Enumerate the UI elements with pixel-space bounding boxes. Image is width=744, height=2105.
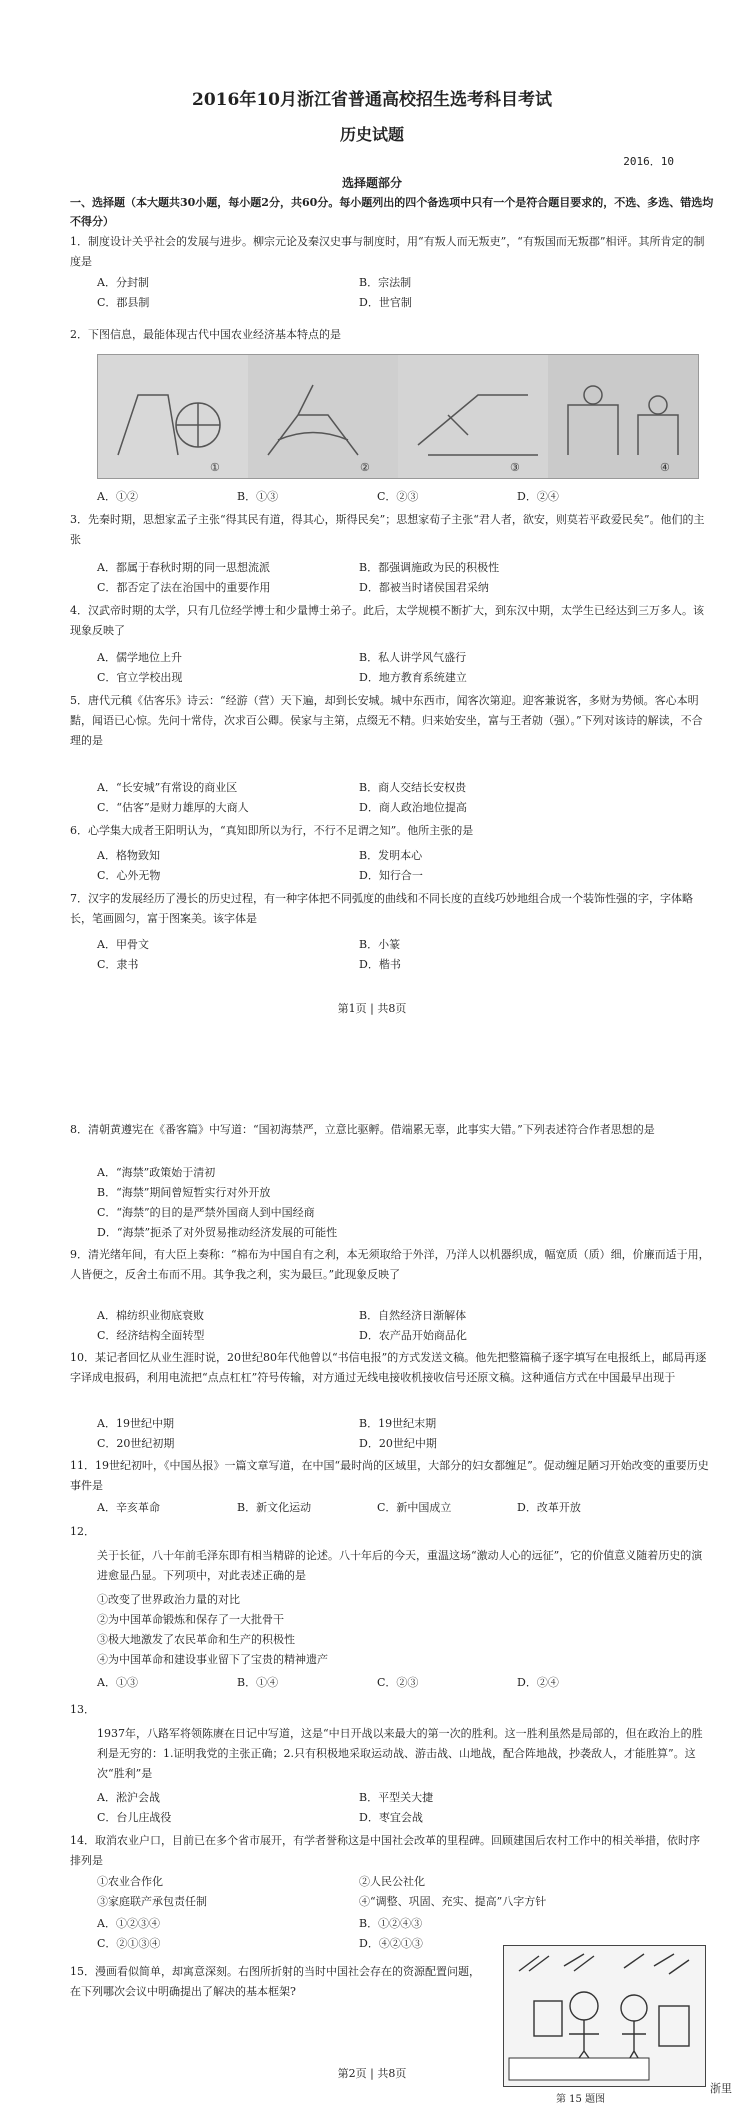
question-14-items — [97, 1872, 707, 1912]
question-10-options — [97, 1414, 707, 1454]
question-5-options — [97, 778, 707, 818]
question-4-options — [97, 648, 707, 688]
option-a: A．格物致知 — [97, 849, 160, 862]
figure-label-1: ① — [210, 461, 220, 474]
option-a: A．①③ — [97, 1676, 138, 1689]
option-b: B．宗法制 — [359, 276, 412, 289]
figure-label-4: ④ — [660, 461, 670, 474]
option-c: C．心外无物 — [97, 869, 161, 882]
section-heading: 选择题部分 — [341, 176, 402, 190]
option-c: C．郡县制 — [97, 296, 150, 309]
option-d: D．世官制 — [359, 296, 412, 309]
question-7-options — [97, 935, 707, 975]
option-b: B．都强调施政为民的积极性 — [359, 561, 500, 574]
cartoon-caption: 第 15 题图 — [556, 2094, 606, 2105]
option-d: D．枣宜会战 — [359, 1811, 423, 1824]
option-a: A．儒学地位上升 — [97, 651, 182, 664]
item-4: ④为中国革命和建设事业留下了宝贵的精神遗产 — [97, 1653, 328, 1666]
option-a: A．分封制 — [97, 276, 149, 289]
option-a: A．辛亥革命 — [97, 1501, 160, 1514]
option-d: D．楷书 — [359, 958, 401, 971]
option-c: C．“估客”是财力雄厚的大商人 — [97, 801, 249, 814]
option-a: A．都属于春秋时期的同一思想流派 — [97, 561, 270, 574]
question-1-options — [97, 273, 707, 313]
option-b: B．商人交结长安权贵 — [359, 781, 467, 794]
question-8-options — [97, 1163, 707, 1243]
question-12-options — [97, 1673, 707, 1693]
option-b: B．新文化运动 — [237, 1501, 312, 1514]
item-1: ①农业合作化 — [97, 1875, 163, 1888]
question-1-stem: 1．制度设计关乎社会的发展与进步。柳宗元论及秦汉史事与制度时，用“有叛人而无叛吏”，“有叛国而无叛郡”相评。其所肯定的制度是 — [70, 235, 705, 268]
option-d: D．农产品开始商品化 — [359, 1329, 467, 1342]
option-a: A．淞沪会战 — [97, 1791, 160, 1804]
exam-subtitle: 历史试题 — [339, 125, 404, 144]
question-11-stem: 11．19世纪初叶，《中国丛报》一篇文章写道，在中国“最时尚的区域里，大部分的妇女都缠足”。促动缠足陋习开始改变的重要历史事件是 — [70, 1459, 709, 1492]
figure-label-2: ② — [360, 461, 370, 474]
item-4: ④“调整、巩固、充实、提高”八字方针 — [359, 1895, 547, 1908]
option-c: C．官立学校出现 — [97, 671, 183, 684]
option-b: B．①③ — [237, 490, 279, 503]
option-d: D．④②①③ — [359, 1937, 423, 1950]
option-a: A．19世纪中期 — [97, 1417, 174, 1430]
figure-label-3: ③ — [510, 461, 520, 474]
item-3: ③极大地激发了农民革命和生产的积极性 — [97, 1633, 295, 1646]
watermark-corner: 浙里 — [710, 2082, 732, 2095]
question-3-options — [97, 558, 707, 598]
option-d: D．都被当时诸侯国君采纳 — [359, 581, 489, 594]
item-2: ②为中国革命锻炼和保存了一大批骨干 — [97, 1613, 284, 1626]
question-3-stem: 3．先秦时期，思想家孟子主张“得其民有道，得其心，斯得民矣”；思想家荀子主张“君人者，欲安，则莫若平政爱民矣”。他们的主张 — [70, 513, 705, 546]
question-10-stem: 10．某记者回忆从业生涯时说，20世纪80年代他曾以“书信电报”的方式发送文稿。他先把整篇稿子逐字填写在电报纸上，邮局再逐字译成电报码，利用电流把“点点杠杠”符号传输，对方通过无线电接收机接收信号还原文稿。这种通信方式在中国最早出现于 — [70, 1351, 707, 1384]
question-15-stem: 15．漫画看似简单，却寓意深刻。右图所折射的当时中国社会存在的资源配置问题，在下列哪次会议中明确提出了解决的基本框架? — [70, 1965, 480, 1998]
option-b: B．19世纪末期 — [359, 1417, 437, 1430]
question-12-number: 12． — [70, 1525, 95, 1538]
option-c: C．台儿庄战役 — [97, 1811, 172, 1824]
ancient-paintings-image — [97, 354, 699, 479]
question-9-stem: 9．清光绪年间，有大臣上奏称：“棉布为中国自有之利，本无须取给于外洋，乃洋人以机器织成，幅宽质（质）细，价廉而适于用，人皆便之，反舍土布而不用。其争我之利，实为最巨。”此现象反映了 — [70, 1248, 710, 1281]
option-d: D．地方教育系统建立 — [359, 671, 467, 684]
option-c: C．②①③④ — [97, 1937, 161, 1950]
option-b: B．①④ — [237, 1676, 279, 1689]
question-6-stem: 6．心学集大成者王阳明认为，“真知即所以为行，不行不足谓之知”。他所主张的是 — [70, 824, 474, 837]
option-b: B．①②④③ — [359, 1917, 423, 1930]
option-b: B．“海禁”期间曾短暂实行对外开放 — [97, 1186, 271, 1199]
question-13-options — [97, 1788, 707, 1828]
option-d: D．20世纪中期 — [359, 1437, 437, 1450]
option-d: D．知行合一 — [359, 869, 423, 882]
option-a: A．①② — [97, 490, 138, 503]
question-8-stem: 8．清朝黄遵宪在《番客篇》中写道：“国初海禁严，立意比驱孵。借端累无辜，此事实大错。”下列表述符合作者思想的是 — [70, 1123, 655, 1136]
page-footer-1: 第1页 | 共8页 — [337, 1002, 407, 1015]
item-1: ①改变了世界政治力量的对比 — [97, 1593, 240, 1606]
option-c: C．②③ — [377, 1676, 419, 1689]
question-6-options — [97, 846, 707, 886]
option-d: D．“海禁”扼杀了对外贸易推动经济发展的可能性 — [97, 1226, 338, 1239]
option-c: C．都否定了法在治国中的重要作用 — [97, 581, 271, 594]
option-d: D．商人政治地位提高 — [359, 801, 467, 814]
option-d: D．改革开放 — [517, 1501, 581, 1514]
option-d: D．②④ — [517, 490, 559, 503]
option-b: B．私人讲学风气盛行 — [359, 651, 467, 664]
item-3: ③家庭联产承包责任制 — [97, 1895, 207, 1908]
option-b: B．小篆 — [359, 938, 401, 951]
question-5-stem: 5．唐代元稹《估客乐》诗云：“经游（营）天下遍，却到长安城。城中东西市，闻客次第迎。迎客兼说客，多财为势倾。客心本明黠，闻语已心惊。先问十常侍，次求百公卿。侯家与主第，点缀无不精。归来始安坐，富与王者勍（强）。”下列对该诗的解读，不合理的是 — [70, 694, 703, 747]
option-d: D．②④ — [517, 1676, 559, 1689]
exam-date: 2016．10 — [623, 155, 674, 168]
question-4-stem: 4．汉武帝时期的太学，只有几位经学博士和少量博士弟子。此后，太学规模不断扩大，到东汉中期，太学生已经达到三万多人。该现象反映了 — [70, 604, 704, 637]
option-a: A．①②③④ — [97, 1917, 160, 1930]
option-c: C．经济结构全面转型 — [97, 1329, 205, 1342]
question-7-stem: 7．汉字的发展经历了漫长的历史过程，有一种字体把不同弧度的曲线和不同长度的直线巧妙地组合成一个装饰性强的字，字体略长，笔画圆匀，富于图案美。该字体是 — [70, 892, 693, 925]
question-13-number: 13． — [70, 1703, 95, 1716]
question-2-options — [97, 487, 707, 507]
question-14-stem: 14．取消农业户口，目前已在多个省市展开，有学者誉称这是中国社会改革的里程碑。回顾建国后农村工作中的相关举措，依时序排列是 — [70, 1834, 700, 1867]
option-c: C．新中国成立 — [377, 1501, 452, 1514]
option-a: A．“长安城”有常设的商业区 — [97, 781, 238, 794]
option-a: A．棉纺织业彻底衰败 — [97, 1309, 204, 1322]
item-2: ②人民公社化 — [359, 1875, 425, 1888]
question-2-stem: 2．下图信息，最能体现古代中国农业经济基本特点的是 — [70, 328, 341, 341]
option-a: A．“海禁”政策始于清初 — [97, 1166, 216, 1179]
option-c: C．“海禁”的目的是严禁外国商人到中国经商 — [97, 1206, 315, 1219]
question-13-stem: 1937年，八路军将领陈赓在日记中写道，这是“中日开战以来最大的第一次的胜利。这一胜利虽然是局部的，但在政治上的胜利是无穷的：1.证明我党的主张正确；2.只有积极地采取运动战、游击战、山地战，配合阵地战，抄袭敌人，才能胜算”。这次“胜利”是 — [97, 1727, 703, 1780]
exam-title: 2016年10月浙江省普通高校招生选考科目考试 — [192, 90, 552, 110]
option-c: C．②③ — [377, 490, 419, 503]
option-c: C．20世纪初期 — [97, 1437, 175, 1450]
page-footer-2: 第2页 | 共8页 — [337, 2067, 407, 2080]
section-intro: 一、选择题（本大题共30小题，每小题2分，共60分。每小题列出的四个备选项中只有一个是符合题目要求的，不选、多选、错选均不得分） — [70, 196, 714, 228]
question-12-items — [97, 1590, 707, 1670]
option-b: B．平型关大捷 — [359, 1791, 434, 1804]
option-b: B．自然经济日渐解体 — [359, 1309, 467, 1322]
option-b: B．发明本心 — [359, 849, 423, 862]
option-a: A．甲骨文 — [97, 938, 149, 951]
option-c: C．隶书 — [97, 958, 139, 971]
question-12-stem: 关于长征，八十年前毛泽东即有相当精辟的论述。八十年后的今天，重温这场“激动人心的远征”，它的价值意义随着历史的演进愈显凸显。下列项中，对此表述正确的是 — [97, 1549, 703, 1582]
question-11-options — [97, 1498, 707, 1518]
question-9-options — [97, 1306, 707, 1346]
